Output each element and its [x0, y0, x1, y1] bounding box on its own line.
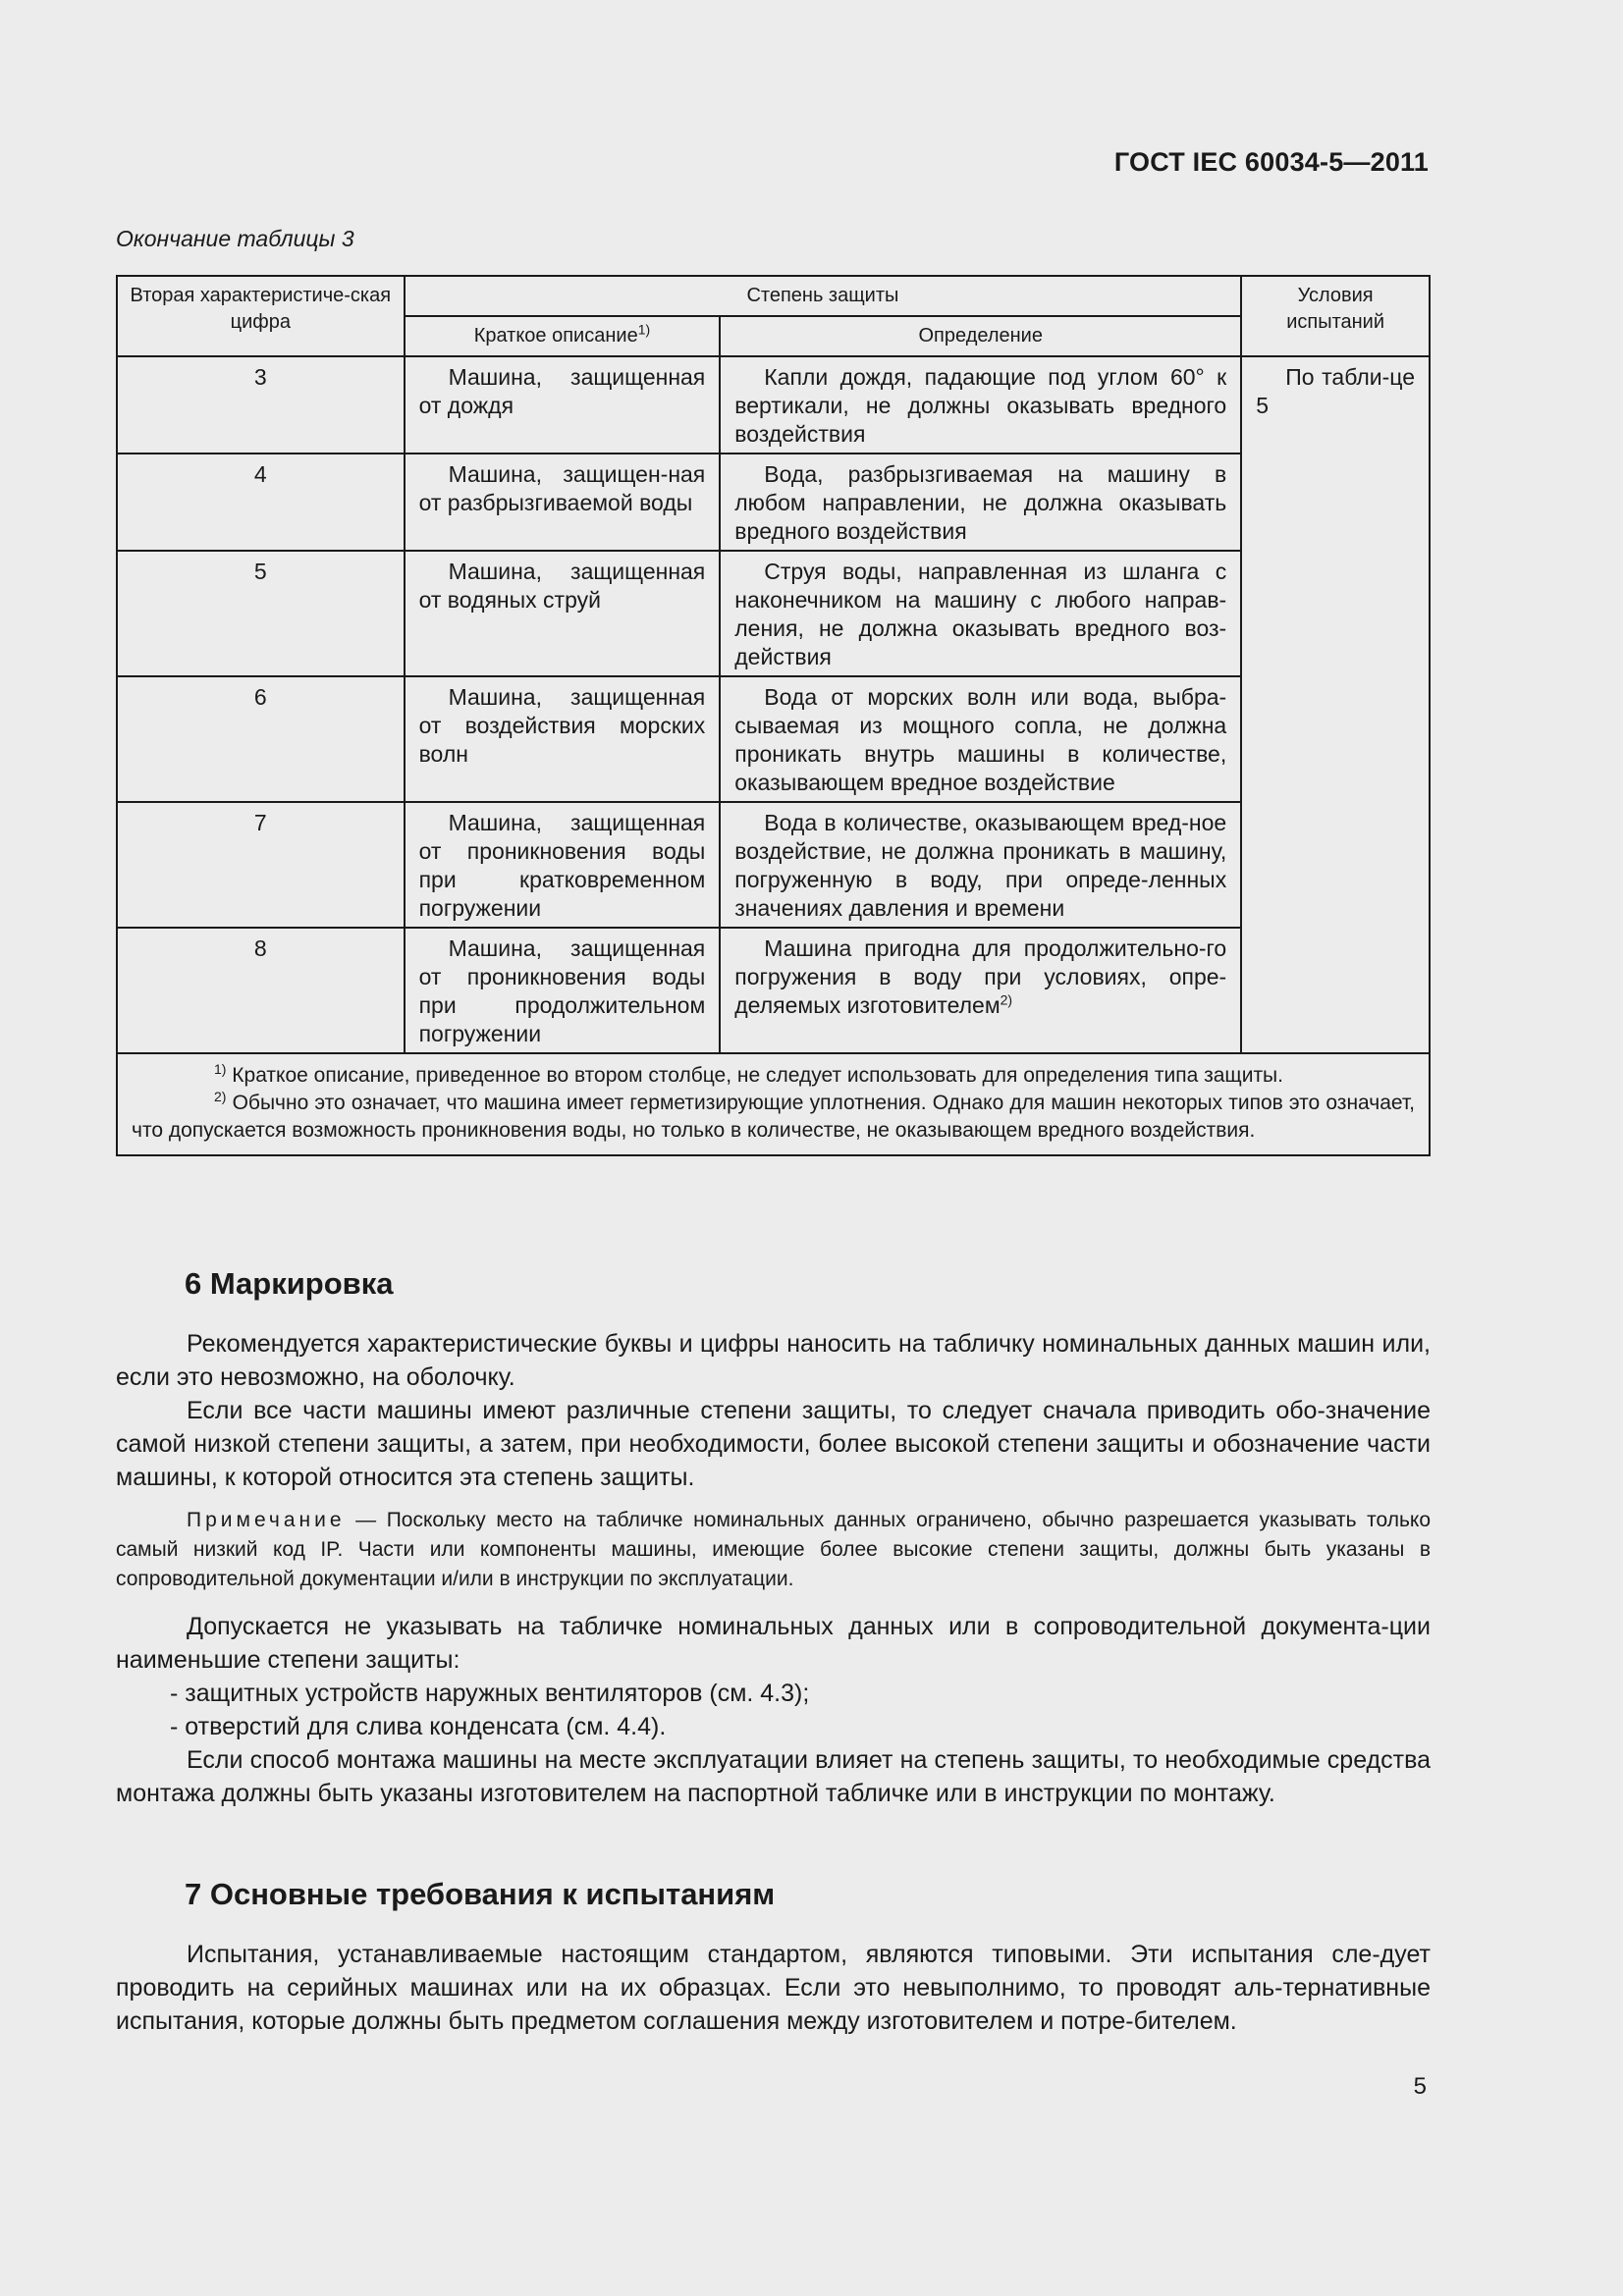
cell-digit: 3: [117, 356, 405, 454]
paragraph: Рекомендуется характеристические буквы и цифры наносить на табличку номинальных данных машин или, если это невозможно, на оболочку.: [116, 1330, 1431, 1391]
cell-short-desc: [405, 356, 721, 454]
table-row: [117, 551, 1430, 676]
note-text: — Поскольку место на табличке номинальных данных ограничено, обычно разрешается указывать только самый низкий код IP. Части или компоненты машины, имеющие более высокие степени защиты, должны быть указаны в сопроводительной документации и/или в инструкции по эксплуатации.: [116, 1509, 1431, 1590]
header-definition: Определение: [720, 316, 1241, 356]
header-digit: Вторая характеристиче-ская цифра: [117, 276, 405, 356]
definition-text: [734, 558, 1226, 671]
cell-short-desc: [405, 551, 721, 676]
cell-conditions: [1241, 356, 1430, 1053]
definition-value: Машина пригодна для продолжительно-го погружения в воду при условиях, опре-деляемых изготовителем: [734, 935, 1227, 1018]
definition-text: [734, 809, 1226, 923]
cell-short-desc: [405, 802, 721, 928]
header-conditions: Условия испытаний: [1241, 276, 1430, 356]
footnote-ref: 2): [1000, 991, 1013, 1008]
document-header: ГОСТ IEC 60034-5—2011: [1113, 147, 1429, 177]
protection-table: [116, 275, 1431, 1156]
footnotes: [117, 1053, 1430, 1155]
note-label: Примечание: [187, 1509, 346, 1531]
short-desc-text: Машина, защищенная от воздействия морских волн: [418, 684, 706, 767]
cell-digit: 7: [117, 802, 405, 928]
paragraph: Если способ монтажа машины на месте эксплуатации влияет на степень защиты, то необходимые средства монтажа должны быть указаны изготовителем на паспортной табличке или в инструкции по монтажу.: [116, 1746, 1431, 1807]
definition-text: [734, 683, 1226, 797]
definition-text: [734, 460, 1226, 546]
header-protection: Степень защиты: [405, 276, 1242, 316]
header-short-desc-label: Краткое описание: [473, 325, 638, 347]
footnote-2: [132, 1090, 1415, 1145]
table-caption: Окончание таблицы 3: [116, 226, 354, 251]
cell-digit: 8: [117, 928, 405, 1053]
cell-definition: [720, 454, 1241, 551]
footnote-ref: 1): [637, 321, 651, 338]
definition-value: Вода от морских волн или вода, выбра-сываемая из мощного сопла, не должна проникать внутрь машины в количестве, оказывающем вредное воздействие: [734, 684, 1227, 795]
page-number: 5: [1413, 2073, 1427, 2100]
cell-short-desc: [405, 928, 721, 1053]
section-6-title: 6 Маркировка: [185, 1266, 394, 1301]
note: [116, 1506, 1431, 1594]
section-6: [116, 1266, 1431, 1810]
list-item: - защитных устройств наружных вентиляторов (см. 4.3);: [170, 1680, 810, 1707]
cell-definition: [720, 928, 1241, 1053]
header-short-desc: [405, 316, 721, 356]
cell-short-desc: [405, 676, 721, 802]
cell-digit: 6: [117, 676, 405, 802]
cell-definition: [720, 802, 1241, 928]
table-row: [117, 356, 1430, 454]
table-row: [117, 802, 1430, 928]
cell-short-desc: [405, 454, 721, 551]
cell-digit: 5: [117, 551, 405, 676]
cell-definition: [720, 551, 1241, 676]
short-desc-text: Машина, защищенная от проникновения воды при продолжительном погружении: [418, 935, 706, 1046]
definition-value: Вода в количестве, оказывающем вред-ное воздействие, не должна проникать в машину, погруженную в воду, при опреде-ленных значениях давления и времени: [734, 810, 1227, 921]
definition-value: Вода, разбрызгиваемая на машину в любом направлении, не должна оказывать вредного воздействия: [734, 461, 1227, 544]
paragraph: Испытания, устанавливаемые настоящим стандартом, являются типовыми. Эти испытания сле-дует проводить на серийных машинах или на их образцах. Если это невыполнимо, то проводят аль-тернативные испытания, которые должны быть предметом соглашения между изготовителем и потре-бителем.: [116, 1941, 1431, 2035]
footnote-mark: 1): [214, 1061, 227, 1077]
footnote-text: Краткое описание, приведенное во втором столбце, не следует использовать для определения типа защиты.: [232, 1064, 1283, 1087]
footnote-mark: 2): [214, 1089, 227, 1104]
definition-text: [734, 934, 1226, 1020]
paragraph: Допускается не указывать на табличке номинальных данных или в сопроводительной документа-ции наименьшие степени защиты:: [116, 1613, 1431, 1674]
table-row: [117, 676, 1430, 802]
table-row: [117, 454, 1430, 551]
short-desc-text: Машина, защищенная от водяных струй: [418, 559, 706, 613]
short-desc-text: Машина, защищен-ная от разбрызгиваемой воды: [418, 461, 706, 515]
short-desc-text: Машина, защищенная от проникновения воды при кратковременном погружении: [418, 810, 706, 921]
section-7-title: 7 Основные требования к испытаниям: [185, 1877, 776, 1911]
table-header-row: [117, 276, 1430, 316]
footnote-text: Обычно это означает, что машина имеет герметизирующие уплотнения. Однако для машин некоторых типов это означает, что допускается возможность проникновения воды, но только в количестве, не оказывающем вредного воздействия.: [132, 1092, 1415, 1142]
footnotes-row: [117, 1053, 1430, 1155]
short-desc-text: Машина, защищенная от дождя: [418, 364, 706, 418]
section-7: [116, 1877, 1431, 2038]
conditions-text: По табли-це 5: [1256, 364, 1415, 418]
list-item: - отверстий для слива конденсата (см. 4.4).: [170, 1713, 667, 1740]
footnote-1: [132, 1062, 1415, 1090]
cell-definition: [720, 356, 1241, 454]
definition-value: Струя воды, направленная из шланга с наконечником на машину с любого направ-ления, не должна оказывать вредного воз-действия: [734, 559, 1227, 669]
definition-value: Капли дождя, падающие под углом 60° к вертикали, не должны оказывать вредного воздействия: [734, 364, 1227, 447]
paragraph: Если все части машины имеют различные степени защиты, то следует сначала приводить обо-значение самой низкой степени защиты, а затем, при необходимости, более высокой степени защиты и обозначение части машины, к которой относится эта степень защиты.: [116, 1397, 1431, 1491]
cell-digit: 4: [117, 454, 405, 551]
table-row: [117, 928, 1430, 1053]
cell-definition: [720, 676, 1241, 802]
definition-text: [734, 363, 1226, 449]
